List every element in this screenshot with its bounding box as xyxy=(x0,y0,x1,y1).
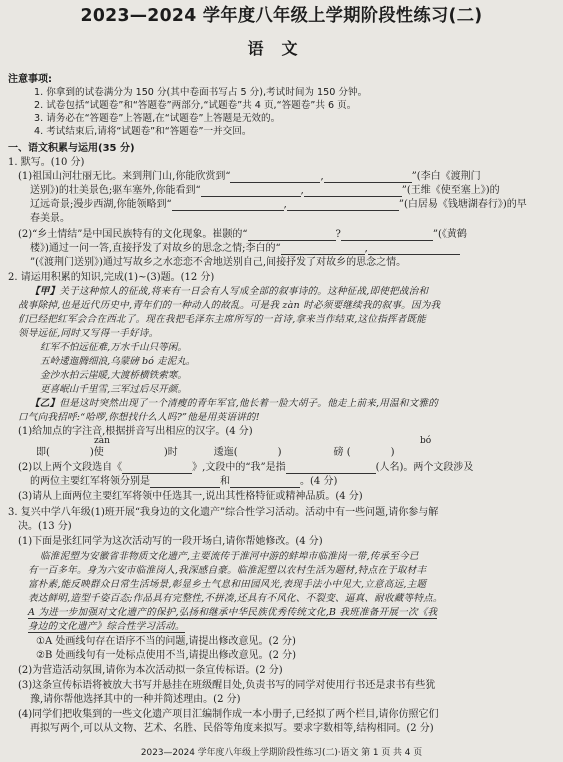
notes-heading: 注意事项: xyxy=(8,74,52,85)
q3-sub4-line1: (4)同学们把收集到的一些文化遗产项目汇编制作成一本小册子,已经拟了两个栏目,请你仿照它们 xyxy=(18,709,439,720)
jia-line-1: 【甲】关于这种惊人的征战,将来有一日会有人写成全部的叙事诗的。这种征战,即使把战治和 xyxy=(30,286,429,297)
q2-sub2-line1: (2)以上两个文段选自《 》,文段中的“我”是指 (人名)。两个文段涉及 xyxy=(18,462,474,473)
q3-sub2: (2)为营造活动氛围,请你为本次活动拟一条宣传标语。(2 分) xyxy=(18,665,283,676)
jia-line-2: 战事除掉,也是近代历史中,青年们的一种动人的故乱。可是我 zàn 时必须要继续我的叙事。因为我 xyxy=(18,300,441,311)
pinyin-zan: zàn xyxy=(94,436,110,446)
q2-sub3: (3)请从上面两位主要红军将领中任选其一,说出其性格特征或精神品质。(4 分) xyxy=(18,491,363,502)
q1-p1-line4: 春美景。 xyxy=(30,213,70,224)
q3-heading-line2: 决。(13 分) xyxy=(18,521,72,532)
q3-sub1a: ①A 处画线句存在语序不当的问题,请提出修改意见。(2 分) xyxy=(36,636,296,647)
q2-sub1-items: 即( )使 )时 逶迤( ) 磅 ( ) xyxy=(36,447,395,458)
pinyin-bo: bó xyxy=(420,436,432,446)
section-heading: 一、语文积累与运用(35 分) xyxy=(8,143,135,154)
q3-passage-4: 表达鲜明,造型千姿百态;作品具有完整性,不拼凑,还具有不风化、不裂变、逼真、耐收藏等特点。 xyxy=(28,593,443,604)
q1-p1-line1: (1)祖国山河壮丽无比。来到荆门山,你能欣赏到“ , ”(李白《渡荆门 xyxy=(18,171,481,182)
q1-p2-line1: (2)“乡土情结”是中国民族特有的文化现象。崔颢的“ ? ”(《黄鹤 xyxy=(18,229,467,240)
subject-heading: 语文 xyxy=(247,39,316,58)
page-footer: 2023—2024 学年度八年级上学期阶段性练习(二)·语文 第 1 页 共 4 页 xyxy=(140,748,423,758)
q2-heading: 2. 请运用积累的知识,完成(1)~(3)题。(12 分) xyxy=(8,272,215,283)
yi-label: 【乙】 xyxy=(30,398,60,409)
q1-p2-line3: ”(《渡荆门送别》)通过写故乡之水恋恋不舍地送别自己,间接抒发了对故乡的思念之情。 xyxy=(30,257,407,268)
q3-heading-line1: 3. 复兴中学八年级(1)班开展“我身边的文化遗产”综合性学习活动。活动中有一些问题,请你参与解 xyxy=(8,507,439,518)
q3-sub3-line2: 豫,请你帮他选择其中的一种并简述理由。(2 分) xyxy=(30,694,241,705)
notes-item-4: 4. 考试结束后,请将“试题卷”和“答题卷”一并交回。 xyxy=(34,126,252,137)
q1-p1-line3: 辽远奇景;漫步西湖,你能领略到“ , ”(白居易《钱塘湖春行》)的早 xyxy=(30,199,527,210)
exam-title: 2023—2024 学年度八年级上学期阶段性练习(二) xyxy=(80,6,483,26)
q3-passage-6: 身边的文化遗产》综合性学习活动。 xyxy=(28,621,185,632)
q2-sub1: (1)给加点的字注音,根据拼音写出相应的汉字。(4 分) xyxy=(18,426,253,437)
yi-line-1: 【乙】但是这时突然出现了一个清瘦的青年军官,他长着一脸大胡子。他走上前来,用温和文雅的 xyxy=(30,398,439,409)
notes-item-2: 2. 试卷包括“试题卷”和“答题卷”两部分,“试题卷”共 4 页,“答题卷”共 6 页。 xyxy=(34,100,357,111)
q3-sub1: (1)下面是张红同学为这次活动写的一段开场白,请你帮她修改。(4 分) xyxy=(18,536,323,547)
jia-label: 【甲】 xyxy=(30,286,60,297)
q2-sub2-line2: 的两位主要红军将领分别是 和 。(4 分) xyxy=(30,476,338,487)
q3-sub4-line2: 再拟写两个,可以从文物、艺术、名胜、民俗等角度来拟写。要求字数相等,结构相同。(2 分) xyxy=(30,723,434,734)
notes-item-3: 3. 请务必在“答题卷”上答题,在“试题卷”上答题是无效的。 xyxy=(34,113,281,124)
q3-passage-1: 临淮泥塑为安徽省非物质文化遗产,主要流传于淮河中游的蚌埠市临淮岗一带,传承至今已 xyxy=(40,551,419,562)
jia-line-3: 们已经把红军会合在西北了。现在我把毛泽东主席所写的一首诗,拿来当作结束,这位指挥者既能 xyxy=(18,314,427,325)
q1-heading: 1. 默写。(10 分) xyxy=(8,157,85,168)
q3-sub1b: ②B 处画线句有一处标点使用不当,请提出修改意见。(2 分) xyxy=(36,650,297,661)
poem-line-1: 红军不怕远征难,万水千山只等闲。 xyxy=(40,342,187,353)
jia-line-4: 领导远征,同时又写得一手好诗。 xyxy=(18,328,159,339)
poem-line-3: 金沙水拍云崖暖,大渡桥横铁索寒。 xyxy=(40,370,187,381)
yi-line-2: 口气向我招呼:“哈啰,你想找什么人吗?”他是用英语讲的! xyxy=(18,412,260,423)
q1-p2-line2: 楼》)通过一问一答,直接抒发了对故乡的思念之情;李白的“ , xyxy=(30,242,460,255)
poem-line-2: 五岭逶迤腾细浪,乌蒙磅 bó 走泥丸。 xyxy=(40,356,196,367)
q3-passage-5: A 为进一步加强对文化遗产的保护,弘扬和继承中华民族优秀传统文化,B 我班准备开展一次《我 xyxy=(28,607,438,618)
q3-sub3-line1: (3)这条宣传标语将被放大书写并悬挂在班级醒目处,负责书写的同学对使用行书还是隶书有些犹 xyxy=(18,680,436,691)
q3-passage-2: 有一百多年。身为六安市临淮岗人,我深感自豪。临淮泥塑以农村生活为题材,特点在于取材丰 xyxy=(28,565,427,576)
q1-p1-line2: 送别》)的壮美景色;驱车塞外,你能看到“ , ”(王维《使至塞上》)的 xyxy=(30,185,500,196)
q3-passage-3: 富朴素,能反映群众日常生活场景,彰显乡土气息和田园风光,表现手法小中见大,立意高远,主题 xyxy=(28,579,427,590)
poem-line-4: 更喜岷山千里雪,三军过后尽开颜。 xyxy=(40,384,187,395)
notes-item-1: 1. 你拿到的试卷满分为 150 分(其中卷面书写占 5 分),考试时间为 150 分钟。 xyxy=(34,87,368,98)
